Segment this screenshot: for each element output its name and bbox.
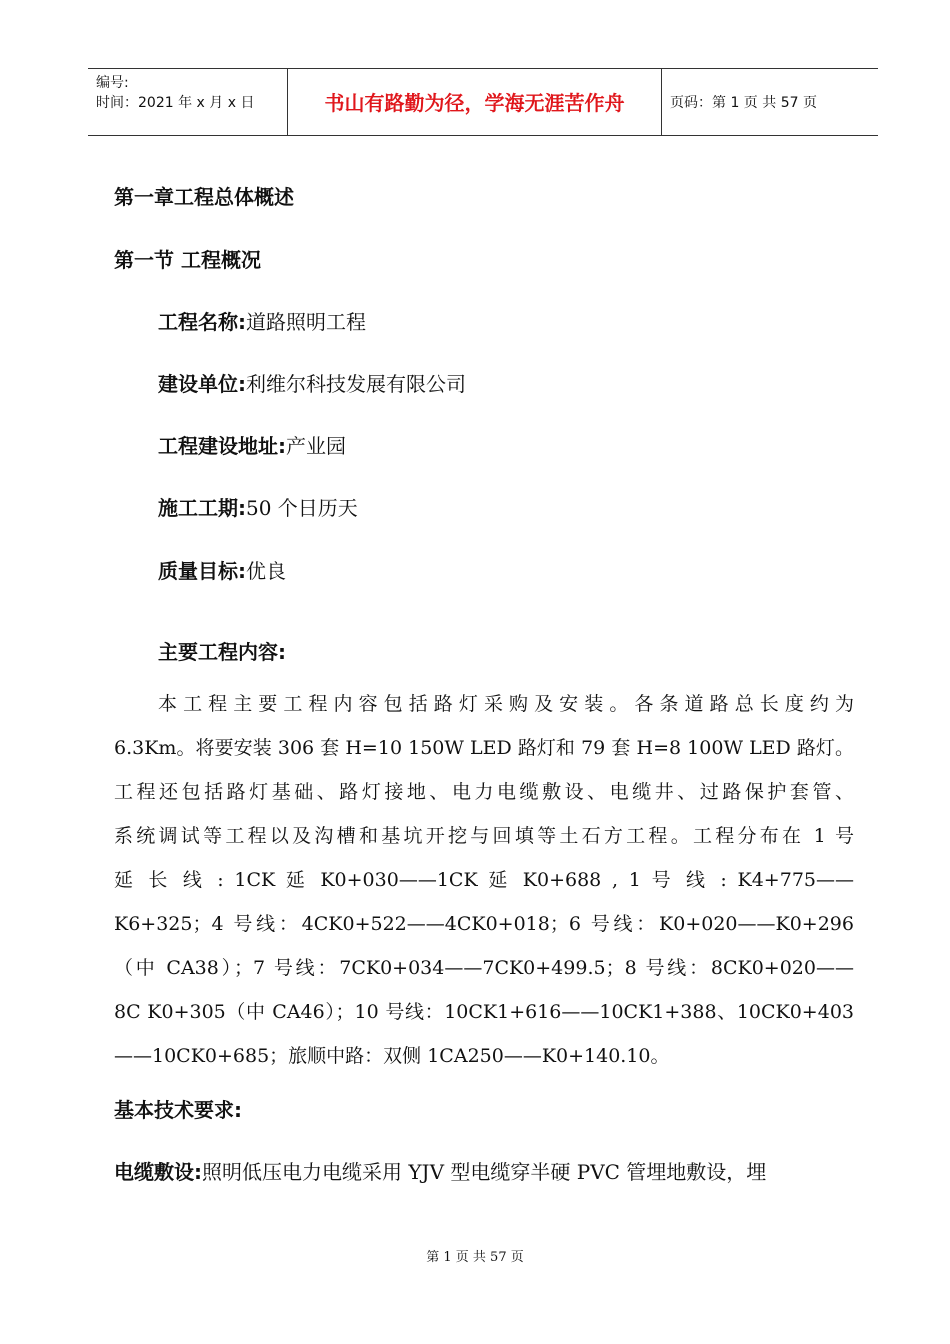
page-footer: 第 1 页 共 57 页 bbox=[426, 1250, 524, 1265]
field-project-name bbox=[158, 306, 366, 335]
time-label: 时间：2021 年 x 月 x 日 bbox=[96, 95, 255, 111]
field-address bbox=[158, 430, 346, 459]
field-key: 工程建设地址: bbox=[158, 434, 286, 458]
field-key: 建设单位: bbox=[158, 372, 246, 396]
paragraph-line: K6+325；4 号线：4CK0+522——4CK0+018；6 号线：K0+020——K0+296 bbox=[114, 913, 854, 935]
field-builder bbox=[158, 368, 466, 397]
header-table bbox=[88, 68, 878, 136]
field-key: 工程名称: bbox=[158, 310, 246, 334]
field-value: 50 个日历天 bbox=[246, 496, 358, 520]
field-value: 产业园 bbox=[286, 434, 346, 458]
field-key: 质量目标: bbox=[158, 559, 246, 583]
paragraph-line: ——10CK0+685；旅顺中路：双侧 1CA250——K0+140.10。 bbox=[114, 1045, 670, 1067]
field-value: 道路照明工程 bbox=[246, 310, 366, 334]
header-page-info: 页码：第 1 页 共 57 页 bbox=[670, 95, 817, 111]
paragraph-line: 本工程主要工程内容包括路灯采购及安装。各条道路总长度约为 bbox=[158, 693, 854, 715]
field-value: 利维尔科技发展有限公司 bbox=[246, 372, 466, 396]
paragraph-line: 6.3Km。将要安装 306 套 H=10 150W LED 路灯和 79 套 H=8 100W LED 路灯。 bbox=[114, 737, 854, 759]
main-content-paragraph bbox=[114, 682, 854, 1078]
number-label: 编号: bbox=[96, 75, 129, 91]
paragraph-line: （中 CA38）；7 号线：7CK0+034——7CK0+499.5；8 号线：8CK0+020—— bbox=[114, 957, 854, 979]
cable-laying-paragraph bbox=[114, 1156, 854, 1185]
field-value: 优良 bbox=[246, 559, 286, 583]
header-meta-cell bbox=[88, 69, 288, 135]
tech-requirements-label: 基本技术要求: bbox=[114, 1098, 242, 1122]
section-title: 第一节 工程概况 bbox=[114, 248, 261, 272]
paragraph-line: 工程还包括路灯基础、路灯接地、电力电缆敷设、电缆井、过路保护套管、 bbox=[114, 781, 854, 803]
field-duration bbox=[158, 492, 358, 521]
chapter-title: 第一章工程总体概述 bbox=[114, 185, 294, 209]
field-key: 施工工期: bbox=[158, 496, 246, 520]
paragraph-line: 延 长 线 : 1CK 延 K0+030——1CK 延 K0+688 , 1 号 线 : K4+775—— bbox=[114, 869, 854, 891]
cable-text: 照明低压电力电缆采用 YJV 型电缆穿半硬 PVC 管埋地敷设，埋 bbox=[202, 1160, 767, 1184]
paragraph-line: 系统调试等工程以及沟槽和基坑开挖与回填等土石方工程。工程分布在 1 号 bbox=[114, 825, 854, 847]
main-content-label: 主要工程内容: bbox=[158, 640, 286, 664]
field-quality bbox=[158, 555, 286, 584]
cable-label: 电缆敷设: bbox=[114, 1160, 202, 1184]
paragraph-line: 8C K0+305（中 CA46）；10 号线：10CK1+616——10CK1+388、10CK0+403 bbox=[114, 1001, 854, 1023]
header-motto: 书山有路勤为径，学海无涯苦作舟 bbox=[288, 69, 662, 135]
